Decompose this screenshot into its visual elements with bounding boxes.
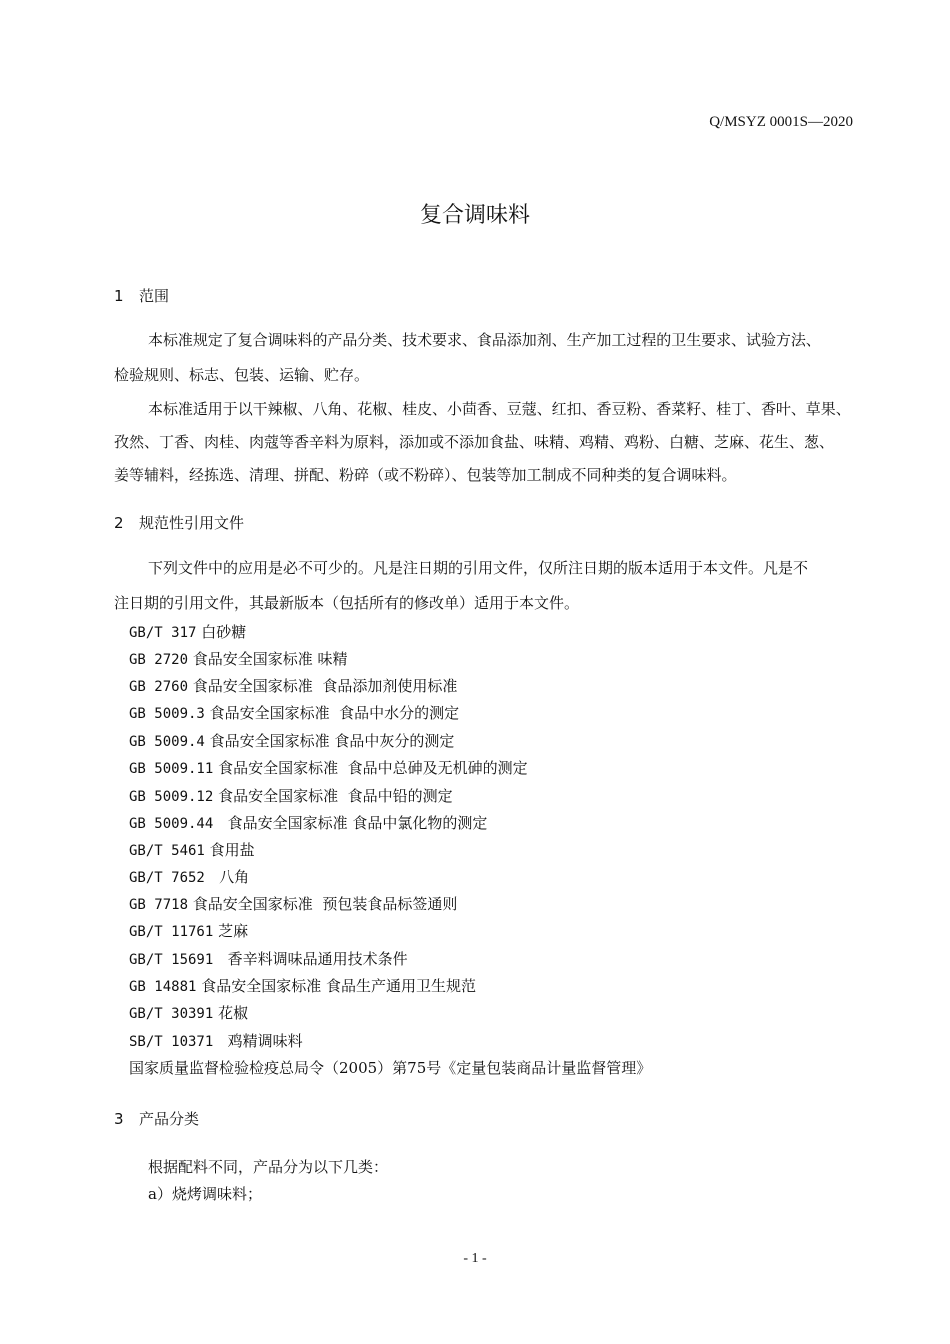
reference-item <box>129 786 453 807</box>
reference-item <box>129 676 457 697</box>
scope-para2-line3: 姜等辅料，经拣选、清理、拼配、粉碎（或不粉碎）、包装等加工制成不同种类的复合调味料。 <box>114 466 737 484</box>
reference-name: 白砂糖 <box>196 623 247 641</box>
reference-name: 食品安全国家标准 食品中灰分的测定 <box>204 732 455 750</box>
scope-para2-line1: 本标准适用于以干辣椒、八角、花椒、桂皮、小茴香、豆蔻、红扣、香豆粉、香菜籽、桂丁、香叶、草果、 <box>148 400 851 418</box>
reference-code: GB 5009.12 <box>129 789 214 805</box>
reference-item <box>129 622 246 643</box>
reference-item <box>129 813 487 834</box>
reference-name: 鸡精调味料 <box>213 1032 303 1050</box>
section-title: 范围 <box>139 287 170 305</box>
reference-item <box>129 1031 303 1052</box>
reference-item <box>129 976 476 997</box>
reference-code: GB 5009.11 <box>129 761 214 777</box>
reference-code: GB/T 30391 <box>129 1006 214 1022</box>
reference-code: GB 2760 <box>129 679 189 695</box>
section-number: 1 <box>114 287 124 305</box>
document-title: 复合调味料 <box>419 203 530 228</box>
document-code: Q/MSYZ 0001S—2020 <box>709 114 853 130</box>
reference-code: GB/T 7652 <box>129 870 205 886</box>
section-1-heading <box>114 285 169 306</box>
section-number: 3 <box>114 1110 124 1128</box>
reference-code: GB/T 15691 <box>129 952 214 968</box>
reference-name: 芝麻 <box>213 922 249 940</box>
reference-item <box>129 921 248 942</box>
classification-intro: 根据配料不同，产品分为以下几类： <box>148 1158 389 1176</box>
reference-code: SB/T 10371 <box>129 1034 214 1050</box>
section-number: 2 <box>114 514 124 532</box>
reference-item <box>129 703 459 724</box>
references-intro-line1: 下列文件中的应用是必不可少的。凡是注日期的引用文件，仅所注日期的版本适用于本文件。凡是不 <box>148 559 809 577</box>
reference-code: GB/T 5461 <box>129 843 205 859</box>
section-title: 产品分类 <box>139 1110 200 1128</box>
scope-para2-line2: 孜然、丁香、肉桂、肉蔻等香辛料为原料，添加或不添加食盐、味精、鸡精、鸡粉、白糖、芝麻、花生、葱、 <box>114 433 835 451</box>
reference-name: 食品安全国家标准 食品生产通用卫生规范 <box>196 977 476 995</box>
reference-name: 食品安全国家标准 食品中水分的测定 <box>204 704 460 722</box>
reference-name: 国家质量监督检验检疫总局令（2005）第75号《定量包装商品计量监督管理》 <box>129 1059 652 1077</box>
reference-name: 花椒 <box>213 1004 249 1022</box>
reference-name: 食品安全国家标准 食品中氯化物的测定 <box>213 814 488 832</box>
reference-item <box>129 1058 651 1079</box>
section-3-heading <box>114 1108 199 1129</box>
reference-name: 食品安全国家标准 味精 <box>188 650 348 668</box>
reference-name: 食品安全国家标准 食品中总砷及无机砷的测定 <box>213 759 528 777</box>
reference-item <box>129 758 528 779</box>
reference-item <box>129 731 454 752</box>
reference-code: GB 5009.44 <box>129 816 214 832</box>
reference-name: 食品安全国家标准 食品添加剂使用标准 <box>188 677 458 695</box>
reference-name: 香辛料调味品通用技术条件 <box>213 950 408 968</box>
page-number: - 1 - <box>463 1251 487 1266</box>
references-intro-line2: 注日期的引用文件，其最新版本（包括所有的修改单）适用于本文件。 <box>114 594 580 612</box>
reference-name: 食品安全国家标准 食品中铅的测定 <box>213 787 453 805</box>
reference-code: GB 5009.3 <box>129 706 205 722</box>
reference-item <box>129 840 255 861</box>
scope-para1-line1: 本标准规定了复合调味料的产品分类、技术要求、食品添加剂、生产加工过程的卫生要求、试验方法、 <box>148 331 821 349</box>
reference-item <box>129 949 408 970</box>
reference-item <box>129 649 348 670</box>
reference-item <box>129 1003 248 1024</box>
reference-code: GB 5009.4 <box>129 734 205 750</box>
reference-name: 食品安全国家标准 预包装食品标签通则 <box>188 895 458 913</box>
reference-code: GB 14881 <box>129 979 197 995</box>
reference-code: GB 2720 <box>129 652 189 668</box>
reference-code: GB 7718 <box>129 897 189 913</box>
reference-code: GB/T 317 <box>129 625 197 641</box>
classification-item: a）烧烤调味料； <box>148 1185 262 1203</box>
reference-item <box>129 894 457 915</box>
reference-name: 八角 <box>204 868 250 886</box>
reference-item <box>129 867 249 888</box>
section-title: 规范性引用文件 <box>139 514 245 532</box>
section-2-heading <box>114 512 244 533</box>
reference-name: 食用盐 <box>204 841 255 859</box>
reference-code: GB/T 11761 <box>129 924 214 940</box>
scope-para1-line2: 检验规则、标志、包装、运输、贮存。 <box>114 366 370 384</box>
